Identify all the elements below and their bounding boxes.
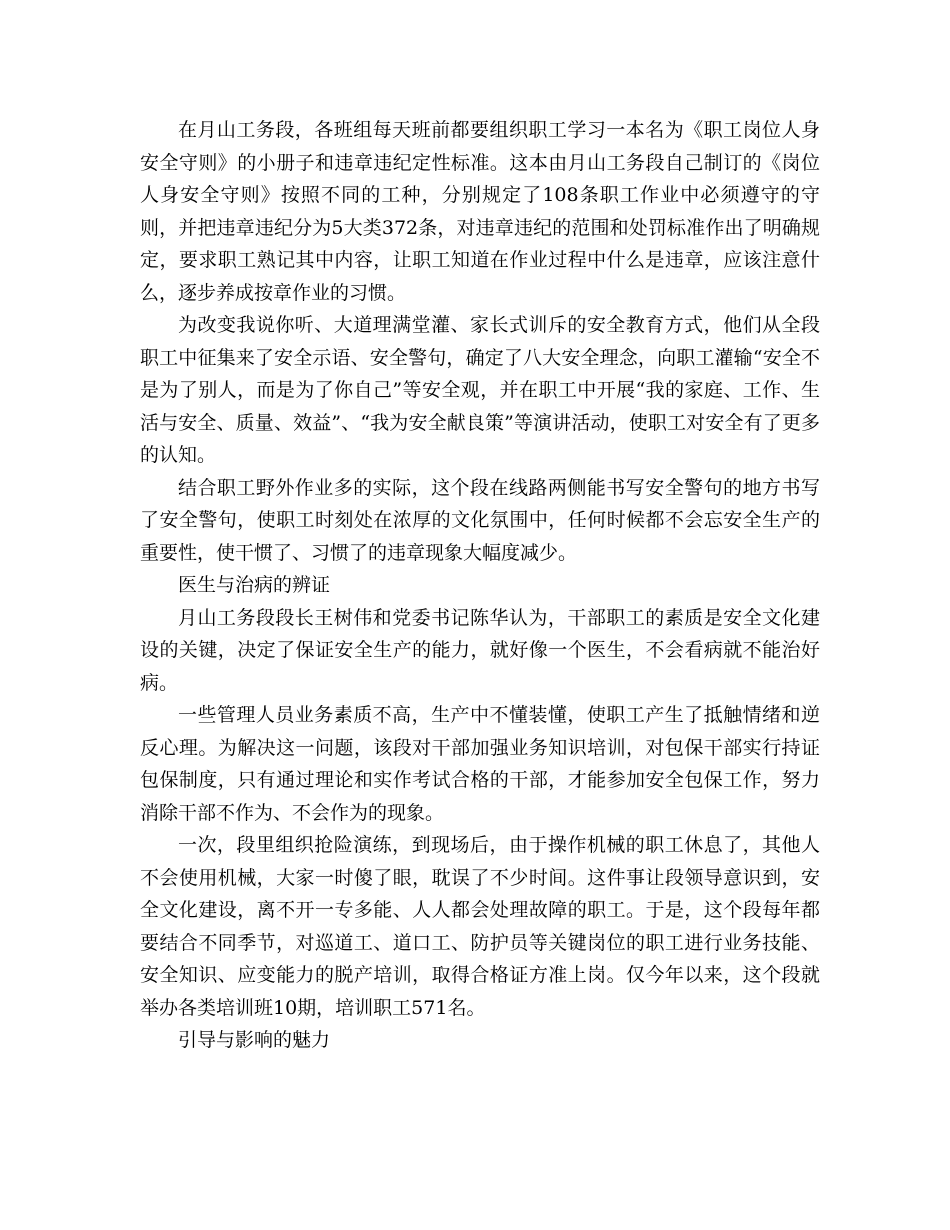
paragraph-6: 一次，段里组织抢险演练，到现场后，由于操作机械的职工休息了，其他人不会使用机械，大家一时傻了眼，耽误了不少时间。这件事让段领导意识到，安全文化建设，离不开一专多能、人人都会处理故障的职工。于是，这个段每年都要结合不同季节，对巡道工、道口工、防护员等关键岗位的职工进行业务技能、安全知识、应变能力的脱产培训，取得合格证方准上岗。仅今年以来，这个段就举办各类培训班10期，培训职工571名。 xyxy=(140,834,820,1019)
paragraph-5: 一些管理人员业务素质不高，生产中不懂装懂，使职工产生了抵触情绪和逆反心理。为解决这一问题，该段对干部加强业务知识培训，对包保干部实行持证包保制度，只有通过理论和实作考试合格的干部，才能参加安全包保工作，努力消除干部不作为、不会作为的现象。 xyxy=(140,704,820,824)
document-page xyxy=(140,114,820,1057)
paragraph-3: 结合职工野外作业多的实际，这个段在线路两侧能书写安全警句的地方书写了安全警句，使职工时刻处在浓厚的文化氛围中，任何时候都不会忘安全生产的重要性，使干惯了、习惯了的违章现象大幅度减少。 xyxy=(140,476,820,564)
paragraph-4: 月山工务段段长王树伟和党委书记陈华认为，干部职工的素质是安全文化建设的关键，决定了保证安全生产的能力，就好像一个医生，不会看病就不能治好病。 xyxy=(140,606,820,694)
paragraph-2: 为改变我说你听、大道理满堂灌、家长式训斥的安全教育方式，他们从全段职工中征集来了安全示语、安全警句，确定了八大安全理念，向职工灌输“安全不是为了别人，而是为了你自己”等安全观，并在职工中开展“我的家庭、工作、生活与安全、质量、效益”、“我为安全献良策”等演讲活动，使职工对安全有了更多的认知。 xyxy=(140,314,820,466)
section-heading-1: 医生与治病的辨证 xyxy=(178,574,331,596)
section-heading-2: 引导与影响的魅力 xyxy=(178,1029,331,1051)
paragraph-1: 在月山工务段，各班组每天班前都要组织职工学习一本名为《职工岗位人身安全守则》的小册子和违章违纪定性标准。这本由月山工务段自己制订的《岗位人身安全守则》按照不同的工种，分别规定了108条职工作业中必须遵守的守则，并把违章违纪分为5大类372条，对违章违纪的范围和处罚标准作出了明确规定，要求职工熟记其中内容，让职工知道在作业过程中什么是违章，应该注意什么，逐步养成按章作业的习惯。 xyxy=(140,119,820,304)
